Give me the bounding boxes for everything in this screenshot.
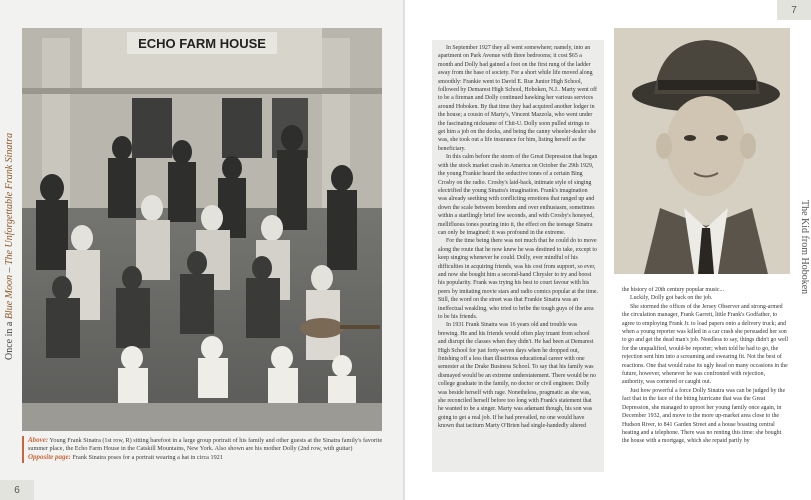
title-part: Once in a <box>4 319 15 360</box>
young-sinatra-portrait <box>614 28 790 274</box>
photo-caption <box>22 436 384 463</box>
paragraph: Just how powerful a force Dolly Sinatra was can be judged by the fact that in the face of the biting hurricane that was the Great Depression, she managed to uproot her young family once again, in December 1932, and move to the more up-market area close to the Hudson River, to 841 Garden Street and a house boasting central heating and a telephone. There was no renting this time: she bought the house with a mortgage, which she repaid partly by <box>622 387 786 445</box>
left-page <box>0 0 405 500</box>
title-separator: – <box>4 265 15 276</box>
title-accent: Blue Moon <box>4 275 15 320</box>
page-number-left: 6 <box>0 480 34 500</box>
caption-above-label: Above: <box>28 436 49 444</box>
body-text-column-1 <box>432 40 604 472</box>
side-title-left <box>4 132 18 360</box>
title-subtitle: The Unforgettable Frank Sinatra <box>4 132 15 266</box>
body-text-column-2 <box>618 284 792 472</box>
side-title-right: The Kid from Hoboken <box>799 200 810 295</box>
paragraph: She stormed the offices of the Jersey Observer and strong-armed the circulation manager, Frank Garrett, little Frank's Godfather, to agree to employing Frank Jr. to load papers onto a delivery truck; and when a young reporter was killed in a car crash she persuaded her son to go and get the dead man's job. Needless to say, things didn't go well for the unqualified, would-be reporter; when told he had to go, the rejection sent him into a screaming and swearing fit. Not the best of reactions. One that would raise its ugly head on many occasions in the future, however, whenever he was confronted with rejection, authority, was cornered or caught out. <box>622 303 788 386</box>
sign-text: ECHO FARM HOUSE <box>138 36 266 51</box>
paragraph: In September 1927 they all went somewhere; namely, into an apartment on Park Avenue with three bedrooms; it cost $65 a month and Dolly had gained a foot on the first rung of the ladder away from the base of society. For a short while life moved along smoothly: Frankie went to David E. Rue Junior High School, followed by Demarest High School, Hoboken, N.J.. Marty went off to be a fireman and Dolly continued hawking her various services around Hoboken. By that time they had acquired another lodger in the house; a cousin of Marty's, Vincent Mazzola, who went under the fascinating nickname of Chit-U. Dolly soon pulled strings to get him a job on the docks, and being the canny wheeler-dealer she was, she took out a life insurance for him, listing herself as the beneficiary. <box>438 45 597 152</box>
paragraph: For the time being there was not much that he could do to move along the route that he now knew he was destined to take, except to keep singing whenever he could. Dolly, ever mindful of his difficulties in acquiring friends, was his cost from support, so ever, and now she bought him a second-hand Chrysler to try and boost his popularity. Frank was trying his best to court favour with his peers by imitating movie stars and radio comics popular at the time. Still, the word on the street was that Frankie Sinatra was an ineffectual weakling, who tried to bribe the tough guys of the area to be his friends. <box>438 238 598 320</box>
caption-opposite-text: Frank Sinatra poses for a portrait wearing a hat in circa 1921 <box>70 454 223 462</box>
paragraph: In this calm before the storm of the Great Depression that began with the stock market crash in America on October the 29th 1929, the young Frankie heard the seductive tones of a certain Bing Crosby on the radio. Crosby's laid-back, intimate style of singing electrified the young Sinatra's imagination. Frank's imagination was already seething with conflicting emotions that ranged up and down the scale between boredom and over enthusiasm, sometimes within a startlingly brief few seconds, and with Crosby's honeyed, mellifluous tones pouring into it, the effect on the teenage Sinatra can only be imagined: it was profound in the extreme. <box>438 154 598 236</box>
page-number-right: 7 <box>777 0 811 20</box>
family-group-photo <box>22 28 382 431</box>
caption-opposite-label: Opposite page: <box>28 453 71 462</box>
paragraph: Luckily, Dolly got back on the job. <box>630 295 713 302</box>
paragraph: In 1931 Frank Sinatra was 16 years old and trouble was brewing. He and his friends would often play truant from school and disrupt the classes when they didn't. He had been at Demarest High School for just forty-seven days when he dropped out, finishing off a less than illustrious educational career with one semester at the Drake Business School. To say that his family was dismayed would be an extreme understatement. There would be no college graduate in the family, no doctor or civil engineer. Dolly was beside herself with rage. Nonetheless, pragmatic as she was, she reconciled herself before too long with Frank's statement that he wanted to be a singer. Marty was adamant though, his son was going to get a real job. If he had prevailed, no one would have known that taciturn Marty O'Brien had single-handedly altered <box>438 322 596 430</box>
paragraph: the history of 20th century popular music... <box>622 287 724 293</box>
caption-above-text: Young Frank Sinatra (1st row, R) sitting barefoot in a large group portrait of his family and other guests at the Sinatra family's favorite summer place, the Echo Farm House in the Catskill Mountains, New York. Also shown are his mother Dolly (2nd row, with guitar) <box>28 437 383 453</box>
